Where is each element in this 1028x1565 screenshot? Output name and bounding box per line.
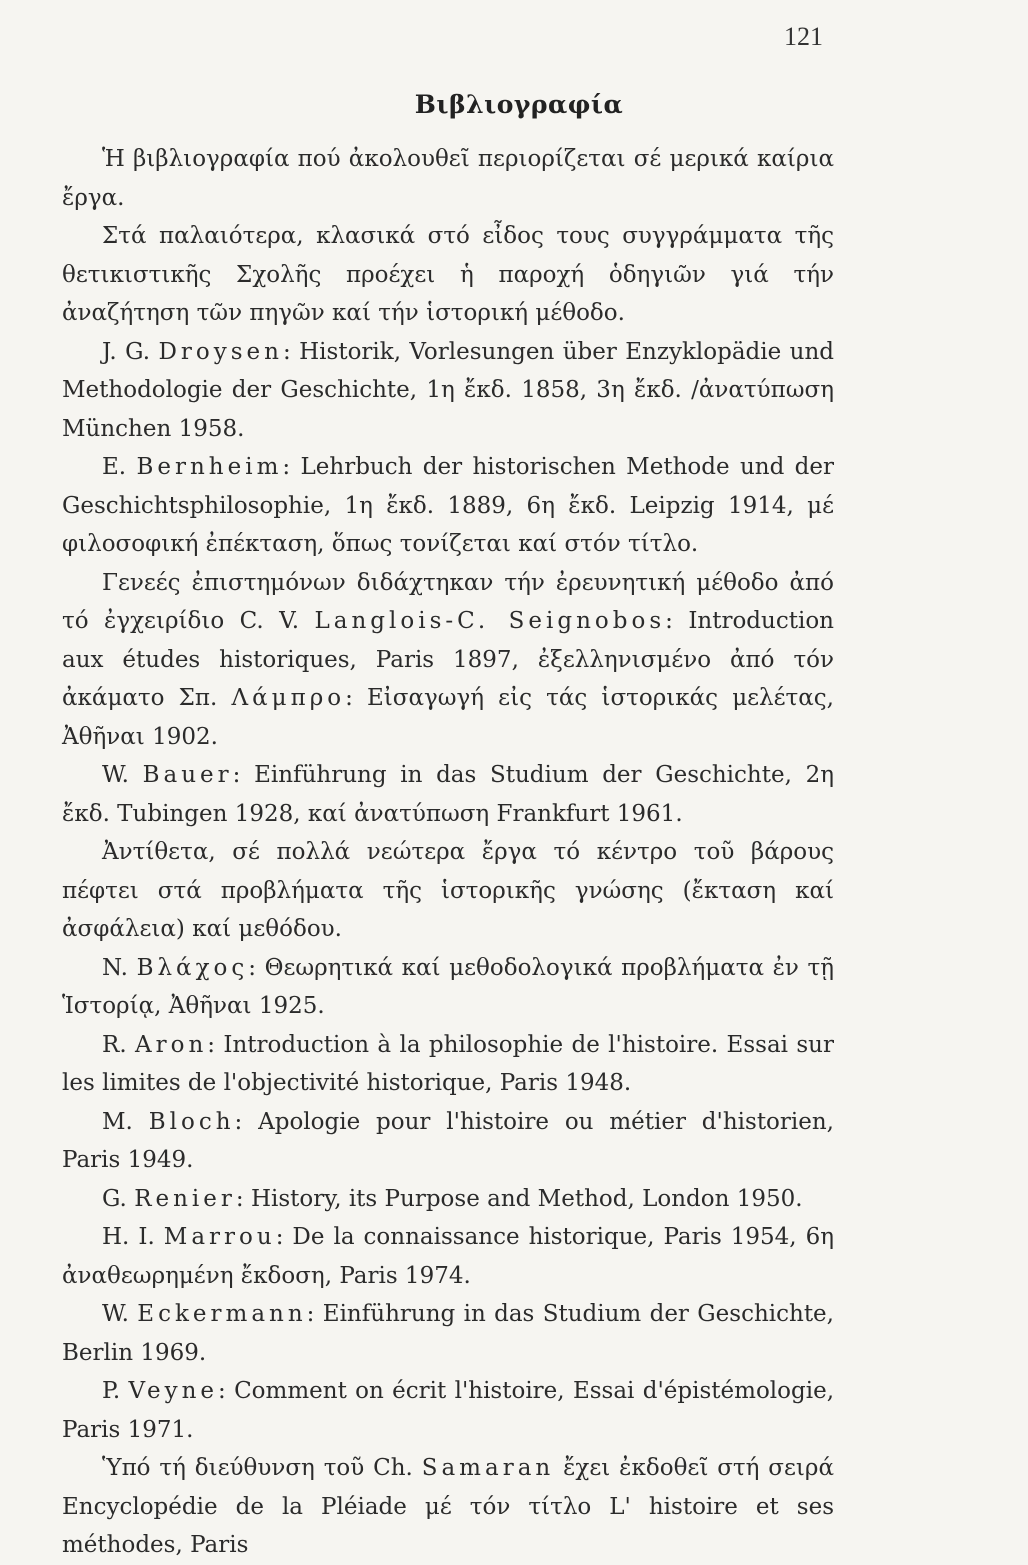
paragraph: Ἡ βιβλιογραφία πού ἀκολουθεῖ περιορίζεται σέ μερικά καίρια ἔργα. [62, 146, 834, 211]
author-name: Veyne [128, 1378, 218, 1404]
author-name: Bernheim [136, 454, 283, 480]
paragraph: Στά παλαιότερα, κλασικά στό εἶδος τους συγγράμματα τῆς θετικιστικῆς Σχολῆς προέχει ἡ παροχή ὁδηγιῶν γιά τήν ἀναζήτηση τῶν πηγῶν καί τήν ἱστορική μέθοδο. [62, 223, 834, 326]
author-name: Aron [135, 1031, 208, 1058]
bibliography-entry: R. Aron: Introduction à la philosophie de l'histoire. Essai sur les limites de l'objectivité historique, Paris 1948. [62, 1031, 834, 1096]
bibliography-entry: M. Bloch: Apologie pour l'histoire ou métier d'historien, Paris 1949. [62, 1108, 834, 1173]
paragraph: Γενεές ἐπιστημόνων διδάχτηκαν τήν ἐρευνητική μέθοδο ἀπό τό ἐγχειρίδιο C. V. Langlois-C. Seignobos: Introduction aux études historiques, Paris 1897, ἐξελληνισμένο ἀπό τόν ἀκάματο Σπ. Λάμπρο: Εἰσαγωγή εἰς τάς ἱστορικάς μελέτας, Ἀθῆναι 1902. [62, 569, 834, 750]
author-name: Langlois-C. Seignobos [314, 608, 666, 634]
bibliography-entry: J. G. Droysen: Historik, Vorlesungen über Enzyklopädie und Methodologie der Geschichte, 1η ἔκδ. 1858, 3η ἔκδ. /ἀνατύπωση München 1958. [62, 338, 834, 442]
author-name: Eckermann [137, 1301, 307, 1327]
bibliography-entry: W. Eckermann: Einführung in das Studium der Geschichte, Berlin 1969. [62, 1301, 834, 1366]
page-number: 121 [784, 22, 823, 51]
bibliography-entry: N. Βλάχος: Θεωρητικά καί μεθοδολογικά προβλήματα ἐν τῇ Ἱστορίᾳ, Ἀθῆναι 1925. [62, 954, 834, 1019]
author-name: Marrou [163, 1224, 276, 1250]
bibliography-entry: W. Bauer: Einführung in das Studium der Geschichte, 2η ἔκδ. Tubingen 1928, καί ἀνατύπωση Frankfurt 1961. [62, 762, 834, 827]
bibliography-entry: E. Bernheim: Lehrbuch der historischen Methode und der Geschichtsphilosophie, 1η ἔκδ. 1889, 6η ἔκδ. Leipzig 1914, μέ φιλοσοφική ἐπέκταση, ὅπως τονίζεται καί στόν τίτλο. [62, 454, 834, 557]
author-name: Βλάχος [136, 954, 249, 981]
author-name: Λάμπρο [231, 685, 346, 711]
author-name: Renier [134, 1185, 236, 1212]
author-name: Droysen [158, 338, 283, 365]
author-name: Bloch [148, 1108, 235, 1135]
bibliography-entry: P. Veyne: Comment on écrit l'histoire, Essai d'épistémologie, Paris 1971. [62, 1378, 834, 1443]
paragraph: Ὑπό τή διεύθυνση τοῦ Ch. Samaran ἔχει ἐκδοθεῖ στή σειρά Encyclopédie de la Pléiade μέ τόν τίτλο L' histoire et ses méthodes, Paris [62, 1455, 834, 1558]
author-name: Bauer [142, 762, 233, 788]
bibliography-entry: H. I. Marrou: De la connaissance historique, Paris 1954, 6η ἀναθεωρημένη ἔκδοση, Paris 1974. [62, 1224, 835, 1289]
bibliography-entry: G. Renier: History, its Purpose and Method, London 1950. [102, 1185, 803, 1212]
author-name: Samaran [421, 1455, 555, 1481]
bibliography-text [62, 140, 834, 1565]
paragraph: Ἀντίθετα, σέ πολλά νεώτερα ἔργα τό κέντρο τοῦ βάρους πέφτει στά προβλήματα τῆς ἱστορικῆς γνώσης (ἔκταση καί ἀσφάλεια) καί μεθόδου. [62, 839, 834, 942]
page-title: Βιβλιογραφία [414, 90, 624, 119]
